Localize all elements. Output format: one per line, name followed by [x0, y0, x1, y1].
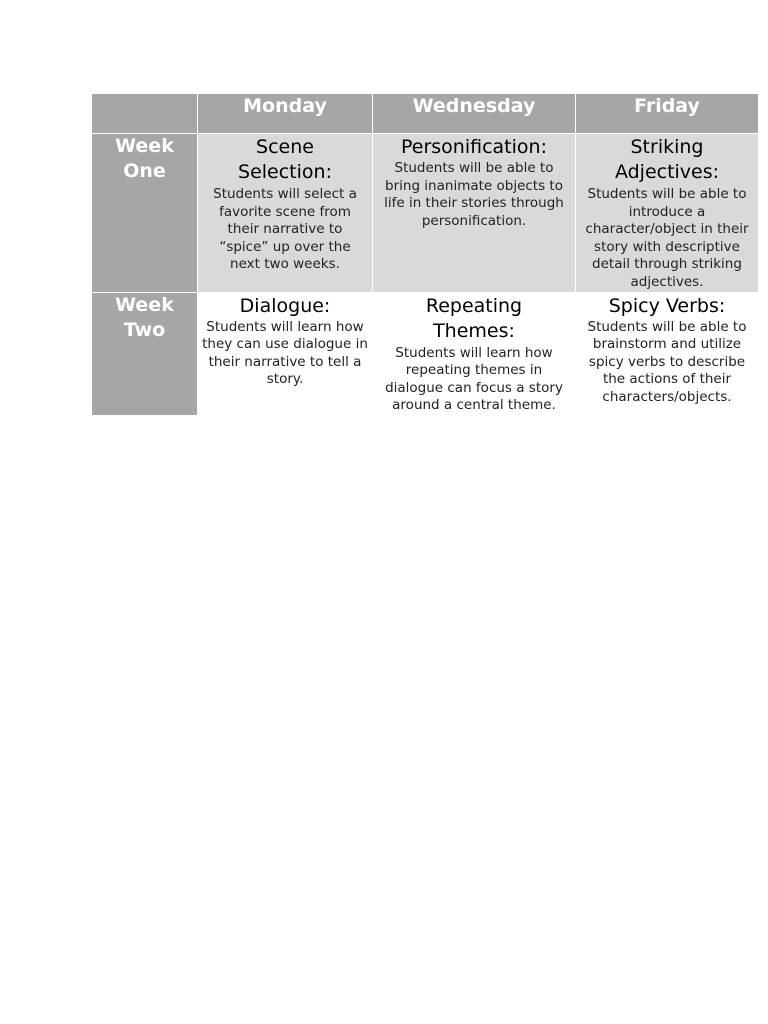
lesson-title: Spicy Verbs: [608, 294, 726, 317]
week-two-monday-cell [198, 292, 373, 415]
week-two-friday-cell [576, 292, 759, 415]
lesson-title: Personification: [401, 136, 547, 158]
table-row [92, 134, 759, 293]
lesson-description: Students will be able to bring inanimate objects to life in their stories through personification. [384, 160, 564, 229]
week-two-wednesday-cell [373, 292, 576, 415]
week-one-label [92, 134, 198, 293]
lesson-description: Students will be able to introduce a character/object in their story with descriptive detail through striking adjectives. [585, 186, 749, 290]
week-one-wednesday-cell [373, 134, 576, 293]
header-monday: Monday [198, 94, 373, 134]
week-two-label [92, 292, 198, 415]
table-row [92, 292, 759, 415]
lesson-description: Students will learn how they can use dialogue in their narrative to tell a story. [202, 318, 368, 388]
lesson-description: Students will be able to brainstorm and utilize spicy verbs to describe the actions of their characters/objects. [587, 318, 747, 405]
header-wednesday: Wednesday [373, 94, 576, 134]
lesson-schedule-table [91, 93, 759, 416]
week-label-text: Week Two [115, 293, 174, 341]
week-one-friday-cell [576, 134, 759, 293]
week-label-text: Week One [115, 135, 174, 182]
lesson-title: Dialogue: [239, 294, 331, 317]
week-one-monday-cell [198, 134, 373, 293]
lesson-title: Scene Selection: [238, 136, 332, 183]
lesson-description: Students will select a favorite scene from their narrative to “spice” up over the next two weeks. [213, 186, 357, 273]
lesson-title: Striking Adjectives: [614, 136, 720, 183]
lesson-title: Repeating Themes: [425, 294, 523, 342]
lesson-description: Students will learn how repeating themes in dialogue can focus a story around a central theme. [385, 344, 563, 414]
corner-header-cell [92, 94, 198, 134]
header-friday: Friday [576, 94, 759, 134]
header-row [92, 94, 759, 134]
